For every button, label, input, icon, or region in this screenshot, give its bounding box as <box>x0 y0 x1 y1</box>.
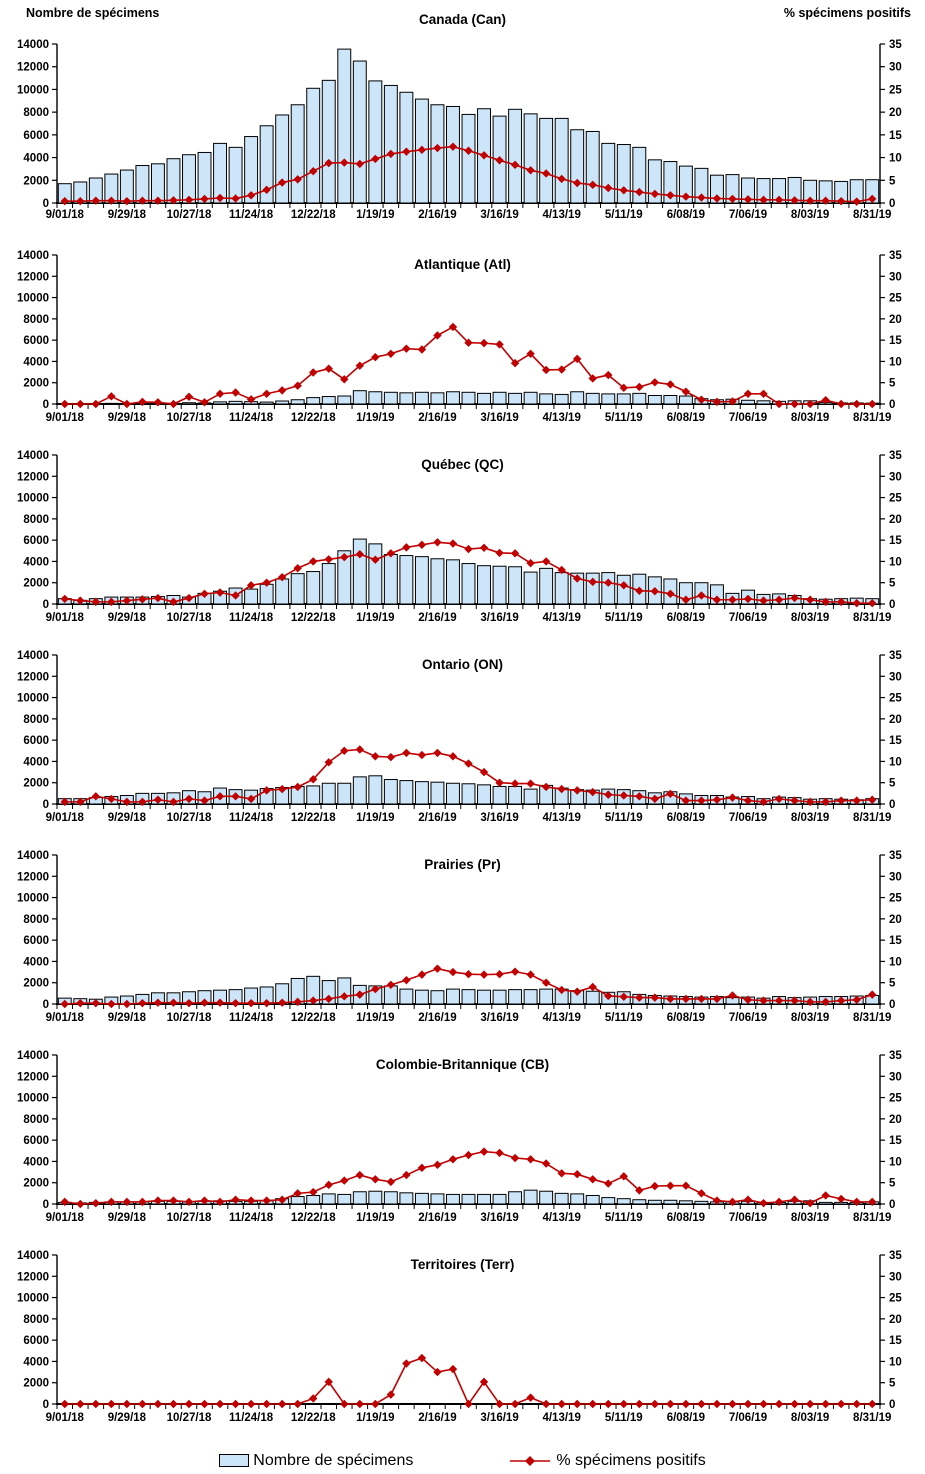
svg-text:35: 35 <box>889 850 902 862</box>
svg-text:2/16/19: 2/16/19 <box>418 209 457 221</box>
svg-text:5/11/19: 5/11/19 <box>604 1212 643 1224</box>
prairies-chart <box>0 847 925 1047</box>
svg-text:14000: 14000 <box>17 450 49 462</box>
svg-text:12000: 12000 <box>17 671 49 684</box>
positivity-line-swatch <box>508 1454 552 1468</box>
svg-text:10: 10 <box>889 1356 902 1369</box>
svg-text:10: 10 <box>889 956 902 969</box>
svg-text:12000: 12000 <box>17 871 49 884</box>
svg-text:6/08/19: 6/08/19 <box>666 1012 706 1024</box>
svg-text:35: 35 <box>889 1250 902 1262</box>
svg-text:2/16/19: 2/16/19 <box>418 1012 457 1024</box>
svg-text:4000: 4000 <box>23 556 49 569</box>
svg-text:30: 30 <box>889 1071 902 1084</box>
svg-text:10: 10 <box>889 556 902 569</box>
svg-text:30: 30 <box>889 671 902 684</box>
svg-text:11/24/18: 11/24/18 <box>229 812 274 824</box>
svg-text:4/13/19: 4/13/19 <box>542 412 581 424</box>
svg-text:10/27/18: 10/27/18 <box>166 412 212 424</box>
svg-text:9/29/18: 9/29/18 <box>107 1412 147 1424</box>
svg-text:6000: 6000 <box>23 1335 49 1348</box>
legend-line-label: % spécimens positifs <box>556 1451 706 1469</box>
svg-text:2000: 2000 <box>23 1377 49 1390</box>
svg-text:8/31/19: 8/31/19 <box>853 1212 892 1224</box>
svg-text:12/22/18: 12/22/18 <box>290 412 336 424</box>
svg-text:15: 15 <box>889 129 902 142</box>
svg-text:10: 10 <box>889 152 902 165</box>
svg-text:6/08/19: 6/08/19 <box>666 412 706 424</box>
svg-text:6/08/19: 6/08/19 <box>666 1412 706 1424</box>
svg-text:0: 0 <box>42 198 49 210</box>
svg-text:6000: 6000 <box>23 735 49 748</box>
svg-text:12000: 12000 <box>17 1071 49 1084</box>
svg-text:0: 0 <box>889 198 896 210</box>
svg-text:1/19/19: 1/19/19 <box>356 1412 395 1424</box>
svg-text:35: 35 <box>889 450 902 462</box>
svg-text:20: 20 <box>889 513 902 526</box>
svg-text:6000: 6000 <box>23 535 49 548</box>
svg-text:8/03/19: 8/03/19 <box>790 812 830 824</box>
svg-text:7/06/19: 7/06/19 <box>728 612 768 624</box>
svg-text:8/31/19: 8/31/19 <box>853 612 892 624</box>
svg-text:9/01/18: 9/01/18 <box>45 1412 84 1424</box>
svg-text:9/01/18: 9/01/18 <box>45 812 84 824</box>
svg-text:12/22/18: 12/22/18 <box>290 1212 336 1224</box>
svg-text:8000: 8000 <box>23 107 49 120</box>
svg-text:10/27/18: 10/27/18 <box>166 1412 212 1424</box>
svg-text:6/08/19: 6/08/19 <box>666 812 706 824</box>
svg-text:12/22/18: 12/22/18 <box>290 209 336 221</box>
svg-text:6000: 6000 <box>23 335 49 348</box>
svg-text:14000: 14000 <box>17 1050 49 1062</box>
svg-text:8000: 8000 <box>23 313 49 326</box>
svg-text:8/31/19: 8/31/19 <box>853 1412 892 1424</box>
svg-text:2000: 2000 <box>23 175 49 188</box>
svg-text:5: 5 <box>889 977 896 990</box>
svg-text:3/16/19: 3/16/19 <box>480 412 519 424</box>
svg-text:9/01/18: 9/01/18 <box>45 209 84 221</box>
svg-text:0: 0 <box>42 1199 49 1211</box>
specimen-bars <box>58 391 878 404</box>
svg-text:10000: 10000 <box>17 492 49 505</box>
svg-text:8/03/19: 8/03/19 <box>790 412 830 424</box>
svg-text:9/29/18: 9/29/18 <box>107 612 147 624</box>
svg-text:15: 15 <box>889 535 902 548</box>
svg-text:4000: 4000 <box>23 1156 49 1169</box>
svg-text:8/03/19: 8/03/19 <box>790 1412 830 1424</box>
svg-text:8000: 8000 <box>23 1313 49 1326</box>
chart-panel-ontario <box>0 647 925 847</box>
panel-title-atlantique: Atlantique (Atl) <box>414 257 511 272</box>
svg-text:4/13/19: 4/13/19 <box>542 1012 581 1024</box>
svg-text:7/06/19: 7/06/19 <box>728 812 768 824</box>
svg-text:7/06/19: 7/06/19 <box>728 412 768 424</box>
svg-text:20: 20 <box>889 713 902 726</box>
territoires-chart <box>0 1247 925 1447</box>
svg-text:10: 10 <box>889 356 902 369</box>
svg-text:25: 25 <box>889 84 902 97</box>
svg-text:20: 20 <box>889 1113 902 1126</box>
svg-text:11/24/18: 11/24/18 <box>229 612 274 624</box>
specimen-bar-swatch <box>219 1454 249 1467</box>
svg-text:4/13/19: 4/13/19 <box>542 612 581 624</box>
canada-chart <box>0 0 925 247</box>
svg-text:9/29/18: 9/29/18 <box>107 209 147 221</box>
svg-text:6000: 6000 <box>23 129 49 142</box>
svg-text:10000: 10000 <box>17 692 49 705</box>
svg-text:11/24/18: 11/24/18 <box>229 1412 274 1424</box>
svg-text:2/16/19: 2/16/19 <box>418 1412 457 1424</box>
svg-text:25: 25 <box>889 1292 902 1305</box>
svg-text:0: 0 <box>889 1399 896 1411</box>
svg-text:9/29/18: 9/29/18 <box>107 412 147 424</box>
svg-text:8/31/19: 8/31/19 <box>853 209 892 221</box>
svg-text:5: 5 <box>889 377 896 390</box>
svg-text:25: 25 <box>889 1092 902 1105</box>
panel-title-territoires: Territoires (Terr) <box>410 1257 515 1272</box>
svg-text:4/13/19: 4/13/19 <box>542 1412 581 1424</box>
svg-text:2000: 2000 <box>23 577 49 590</box>
svg-text:12/22/18: 12/22/18 <box>290 1012 336 1024</box>
svg-text:10/27/18: 10/27/18 <box>166 612 212 624</box>
svg-text:6000: 6000 <box>23 935 49 948</box>
svg-text:9/01/18: 9/01/18 <box>45 1212 84 1224</box>
svg-text:4000: 4000 <box>23 356 49 369</box>
chart-panel-prairies <box>0 847 925 1047</box>
svg-text:9/29/18: 9/29/18 <box>107 1212 147 1224</box>
svg-text:2000: 2000 <box>23 977 49 990</box>
panel-title-canada: Canada (Can) <box>418 12 506 27</box>
svg-text:0: 0 <box>889 399 896 411</box>
svg-text:1/19/19: 1/19/19 <box>356 1012 395 1024</box>
svg-text:1/19/19: 1/19/19 <box>356 412 395 424</box>
svg-text:11/24/18: 11/24/18 <box>229 1212 274 1224</box>
axes <box>17 1250 902 1424</box>
svg-text:3/16/19: 3/16/19 <box>480 1012 519 1024</box>
svg-text:0: 0 <box>42 999 49 1011</box>
atlantique-chart <box>0 247 925 447</box>
svg-text:12000: 12000 <box>17 271 49 284</box>
svg-text:5/11/19: 5/11/19 <box>604 209 643 221</box>
svg-text:1/19/19: 1/19/19 <box>356 812 395 824</box>
svg-text:7/06/19: 7/06/19 <box>728 1012 768 1024</box>
svg-text:0: 0 <box>42 1399 49 1411</box>
svg-text:30: 30 <box>889 1271 902 1284</box>
svg-text:2000: 2000 <box>23 377 49 390</box>
svg-text:0: 0 <box>889 1199 896 1211</box>
svg-text:9/29/18: 9/29/18 <box>107 812 147 824</box>
svg-text:7/06/19: 7/06/19 <box>728 1412 768 1424</box>
svg-text:5/11/19: 5/11/19 <box>604 612 643 624</box>
legend-bar-label: Nombre de spécimens <box>253 1451 414 1469</box>
chart-panel-canada <box>0 0 925 247</box>
svg-text:35: 35 <box>889 39 902 51</box>
svg-text:30: 30 <box>889 61 902 74</box>
svg-text:8/03/19: 8/03/19 <box>790 1012 830 1024</box>
svg-text:7/06/19: 7/06/19 <box>728 1212 768 1224</box>
svg-text:12/22/18: 12/22/18 <box>290 812 336 824</box>
svg-text:8000: 8000 <box>23 1113 49 1126</box>
quebec-chart <box>0 447 925 647</box>
svg-text:12000: 12000 <box>17 1271 49 1284</box>
svg-text:8/31/19: 8/31/19 <box>853 812 892 824</box>
svg-text:8/03/19: 8/03/19 <box>790 1212 830 1224</box>
svg-text:5: 5 <box>889 175 896 188</box>
svg-text:12/22/18: 12/22/18 <box>290 1412 336 1424</box>
svg-text:8/03/19: 8/03/19 <box>790 209 830 221</box>
svg-text:20: 20 <box>889 913 902 926</box>
svg-text:15: 15 <box>889 735 902 748</box>
svg-text:25: 25 <box>889 292 902 305</box>
svg-text:6000: 6000 <box>23 1135 49 1148</box>
svg-text:3/16/19: 3/16/19 <box>480 1212 519 1224</box>
svg-text:5/11/19: 5/11/19 <box>604 812 643 824</box>
specimen-bars <box>58 49 878 203</box>
svg-text:3/16/19: 3/16/19 <box>480 612 519 624</box>
svg-text:11/24/18: 11/24/18 <box>229 209 274 221</box>
svg-text:2/16/19: 2/16/19 <box>418 612 457 624</box>
svg-text:35: 35 <box>889 650 902 662</box>
legend-item-positivity <box>508 1452 705 1470</box>
left-axis-title: Nombre de spécimens <box>26 6 160 20</box>
svg-text:3/16/19: 3/16/19 <box>480 209 519 221</box>
svg-text:14000: 14000 <box>17 1250 49 1262</box>
svg-text:5: 5 <box>889 777 896 790</box>
svg-text:10000: 10000 <box>17 1292 49 1305</box>
svg-text:4000: 4000 <box>23 956 49 969</box>
svg-text:5/11/19: 5/11/19 <box>604 412 643 424</box>
svg-text:1/19/19: 1/19/19 <box>356 1212 395 1224</box>
svg-text:0: 0 <box>42 599 49 611</box>
svg-text:35: 35 <box>889 1050 902 1062</box>
legend-item-specimens <box>219 1452 413 1470</box>
panel-title-quebec: Québec (QC) <box>421 457 504 472</box>
svg-text:9/01/18: 9/01/18 <box>45 612 84 624</box>
svg-text:4/13/19: 4/13/19 <box>542 812 581 824</box>
svg-text:6/08/19: 6/08/19 <box>666 612 706 624</box>
svg-text:10: 10 <box>889 1156 902 1169</box>
positivity-line <box>61 1354 877 1408</box>
svg-text:11/24/18: 11/24/18 <box>229 412 274 424</box>
svg-text:8/03/19: 8/03/19 <box>790 612 830 624</box>
svg-text:0: 0 <box>889 599 896 611</box>
svg-text:7/06/19: 7/06/19 <box>728 209 768 221</box>
svg-text:12/22/18: 12/22/18 <box>290 612 336 624</box>
svg-text:1/19/19: 1/19/19 <box>356 209 395 221</box>
svg-text:4000: 4000 <box>23 756 49 769</box>
svg-text:10000: 10000 <box>17 892 49 905</box>
panel-title-prairies: Prairies (Pr) <box>424 857 501 872</box>
svg-text:30: 30 <box>889 471 902 484</box>
svg-text:8/31/19: 8/31/19 <box>853 412 892 424</box>
svg-text:0: 0 <box>889 999 896 1011</box>
svg-text:5/11/19: 5/11/19 <box>604 1012 643 1024</box>
svg-text:10/27/18: 10/27/18 <box>166 1212 212 1224</box>
svg-text:25: 25 <box>889 492 902 505</box>
svg-text:8000: 8000 <box>23 913 49 926</box>
svg-text:4/13/19: 4/13/19 <box>542 209 581 221</box>
svg-text:0: 0 <box>889 799 896 811</box>
svg-text:10000: 10000 <box>17 1092 49 1105</box>
svg-text:9/01/18: 9/01/18 <box>45 1012 84 1024</box>
chart-panel-quebec <box>0 447 925 647</box>
colombie-britannique-chart <box>0 1047 925 1247</box>
svg-text:20: 20 <box>889 107 902 120</box>
svg-text:15: 15 <box>889 935 902 948</box>
svg-text:2000: 2000 <box>23 1177 49 1190</box>
svg-text:15: 15 <box>889 335 902 348</box>
svg-text:4000: 4000 <box>23 1356 49 1369</box>
legend <box>0 1447 925 1474</box>
svg-text:20: 20 <box>889 1313 902 1326</box>
svg-text:14000: 14000 <box>17 39 49 51</box>
svg-text:1/19/19: 1/19/19 <box>356 612 395 624</box>
svg-text:2/16/19: 2/16/19 <box>418 1212 457 1224</box>
svg-text:9/29/18: 9/29/18 <box>107 1012 147 1024</box>
svg-text:0: 0 <box>42 399 49 411</box>
svg-text:6/08/19: 6/08/19 <box>666 209 706 221</box>
svg-text:10000: 10000 <box>17 292 49 305</box>
svg-text:8000: 8000 <box>23 713 49 726</box>
svg-text:5: 5 <box>889 1177 896 1190</box>
svg-text:5: 5 <box>889 577 896 590</box>
chart-panel-colombie-britannique <box>0 1047 925 1247</box>
svg-text:4000: 4000 <box>23 152 49 165</box>
chart-panel-territoires <box>0 1247 925 1447</box>
svg-text:10/27/18: 10/27/18 <box>166 209 212 221</box>
svg-text:6/08/19: 6/08/19 <box>666 1212 706 1224</box>
svg-text:10/27/18: 10/27/18 <box>166 812 212 824</box>
svg-text:0: 0 <box>42 799 49 811</box>
right-axis-title: % spécimens positifs <box>783 6 911 20</box>
svg-text:14000: 14000 <box>17 250 49 262</box>
svg-text:20: 20 <box>889 313 902 326</box>
svg-text:14000: 14000 <box>17 650 49 662</box>
svg-text:2/16/19: 2/16/19 <box>418 812 457 824</box>
svg-text:5: 5 <box>889 1377 896 1390</box>
svg-text:4/13/19: 4/13/19 <box>542 1212 581 1224</box>
svg-text:25: 25 <box>889 692 902 705</box>
svg-text:30: 30 <box>889 271 902 284</box>
svg-text:8/31/19: 8/31/19 <box>853 1012 892 1024</box>
svg-text:30: 30 <box>889 871 902 884</box>
svg-text:12000: 12000 <box>17 471 49 484</box>
svg-text:2/16/19: 2/16/19 <box>418 412 457 424</box>
chart-panel-atlantique <box>0 247 925 447</box>
svg-text:10/27/18: 10/27/18 <box>166 1012 212 1024</box>
svg-text:12000: 12000 <box>17 61 49 74</box>
svg-text:35: 35 <box>889 250 902 262</box>
svg-text:10: 10 <box>889 756 902 769</box>
panel-title-colombie-britannique: Colombie-Britannique (CB) <box>375 1057 550 1072</box>
ontario-chart <box>0 647 925 847</box>
svg-text:11/24/18: 11/24/18 <box>229 1012 274 1024</box>
svg-text:8000: 8000 <box>23 513 49 526</box>
svg-text:15: 15 <box>889 1135 902 1148</box>
svg-text:3/16/19: 3/16/19 <box>480 1412 519 1424</box>
svg-text:14000: 14000 <box>17 850 49 862</box>
svg-text:3/16/19: 3/16/19 <box>480 812 519 824</box>
svg-text:15: 15 <box>889 1335 902 1348</box>
svg-text:9/01/18: 9/01/18 <box>45 412 84 424</box>
svg-text:10000: 10000 <box>17 84 49 97</box>
panel-title-ontario: Ontario (ON) <box>422 657 503 672</box>
svg-text:2000: 2000 <box>23 777 49 790</box>
svg-text:5/11/19: 5/11/19 <box>604 1412 643 1424</box>
svg-text:25: 25 <box>889 892 902 905</box>
